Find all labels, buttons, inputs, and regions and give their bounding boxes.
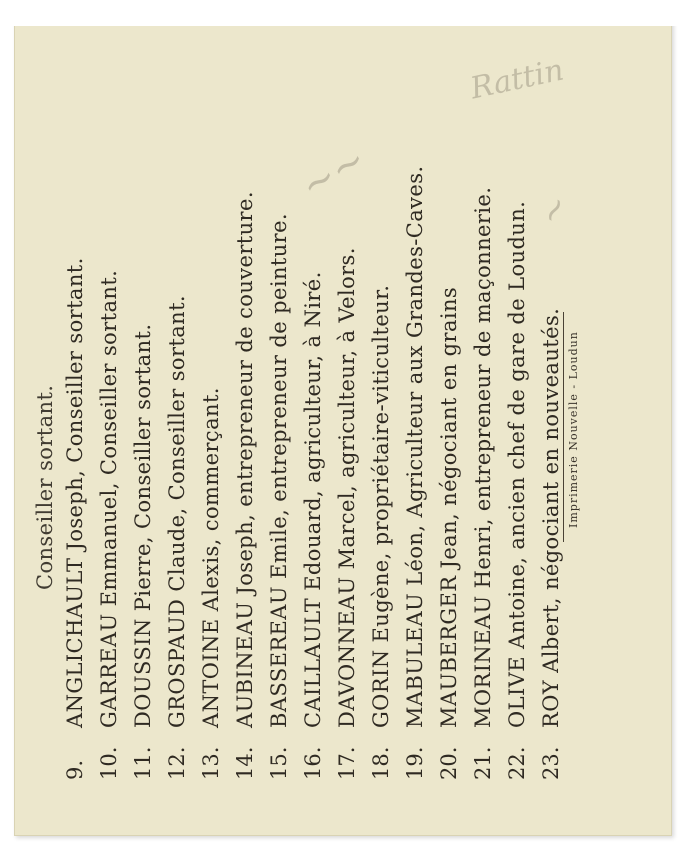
list-item [467, 187, 499, 780]
entry-text: GORIN Eugène, propriétaire-viticulteur. [369, 284, 393, 728]
entry-number: 10. [97, 746, 121, 780]
cut-off-line [29, 385, 61, 590]
entry-number: 9. [63, 759, 87, 780]
entry-number: 16. [301, 746, 325, 780]
list-item [93, 270, 125, 780]
entry-text: ANTOINE Alexis, commerçant. [199, 387, 223, 728]
entry-number: 15. [267, 746, 291, 780]
entry-number: 11. [131, 746, 155, 780]
entry-text: MORINEAU Henri, entrepreneur de maçonnerie. [471, 186, 495, 728]
list-item [501, 201, 533, 780]
entry-number: 22. [505, 746, 529, 780]
entry-text: GROSPAUD Claude, Conseiller sortant. [165, 294, 189, 728]
entry-text: MAUBERGER Jean, négociant en grains [437, 286, 461, 728]
list-item [127, 324, 159, 780]
printer-imprint: Imprimerie Nouvelle - Loudun [567, 331, 580, 528]
entry-number: 20. [437, 746, 461, 780]
pencil-mark: ~ [529, 187, 579, 233]
entry-number: 19. [403, 746, 427, 780]
entry-text: ROY Albert, négociant en nouveautés. [539, 307, 563, 728]
entry-text: ANGLICHAULT Joseph, Conseiller sortant. [63, 257, 87, 728]
entry-number: 17. [335, 746, 359, 780]
list-item [195, 387, 227, 780]
entry-text: CAILLAULT Edouard, agriculteur, à Niré. [301, 271, 325, 728]
list-item [399, 166, 431, 780]
divider-rule [563, 312, 564, 542]
list-item [331, 247, 363, 780]
entry-number: 12. [165, 746, 189, 780]
entry-number: 21. [471, 746, 495, 780]
entry-text: DAVONNEAU Marcel, agriculteur, à Velors. [335, 247, 359, 728]
entry-number: 14. [233, 746, 257, 780]
rotated-list [31, 0, 651, 780]
list-item [59, 257, 91, 780]
entry-number: 23. [539, 746, 563, 780]
list-item [229, 191, 261, 780]
top-margin [0, 0, 694, 26]
entry-text: MABULEAU Léon, Agriculteur aux Grandes-Caves. [403, 165, 427, 728]
list-item [263, 213, 295, 780]
entry-text: DOUSSIN Pierre, Conseiller sortant. [131, 323, 155, 728]
cut-off-text: Conseiller sortant. [33, 384, 57, 590]
entry-text: OLIVE Antoine, ancien chef de gare de Loudun. [505, 200, 529, 728]
pencil-mark: ~~ [292, 136, 375, 210]
entry-text: BASSEREAU Emile, entrepreneur de peinture. [267, 213, 291, 728]
list-item [433, 287, 465, 780]
list-item [365, 285, 397, 780]
entry-text: AUBINEAU Joseph, entrepreneur de couverture. [233, 191, 257, 728]
entry-text: GARREAU Emmanuel, Conseiller sortant. [97, 269, 121, 728]
list-item [161, 295, 193, 780]
list-item [297, 271, 329, 780]
entry-number: 18. [369, 746, 393, 780]
pencil-mark: Rattin [467, 52, 567, 107]
entry-number: 13. [199, 746, 223, 780]
